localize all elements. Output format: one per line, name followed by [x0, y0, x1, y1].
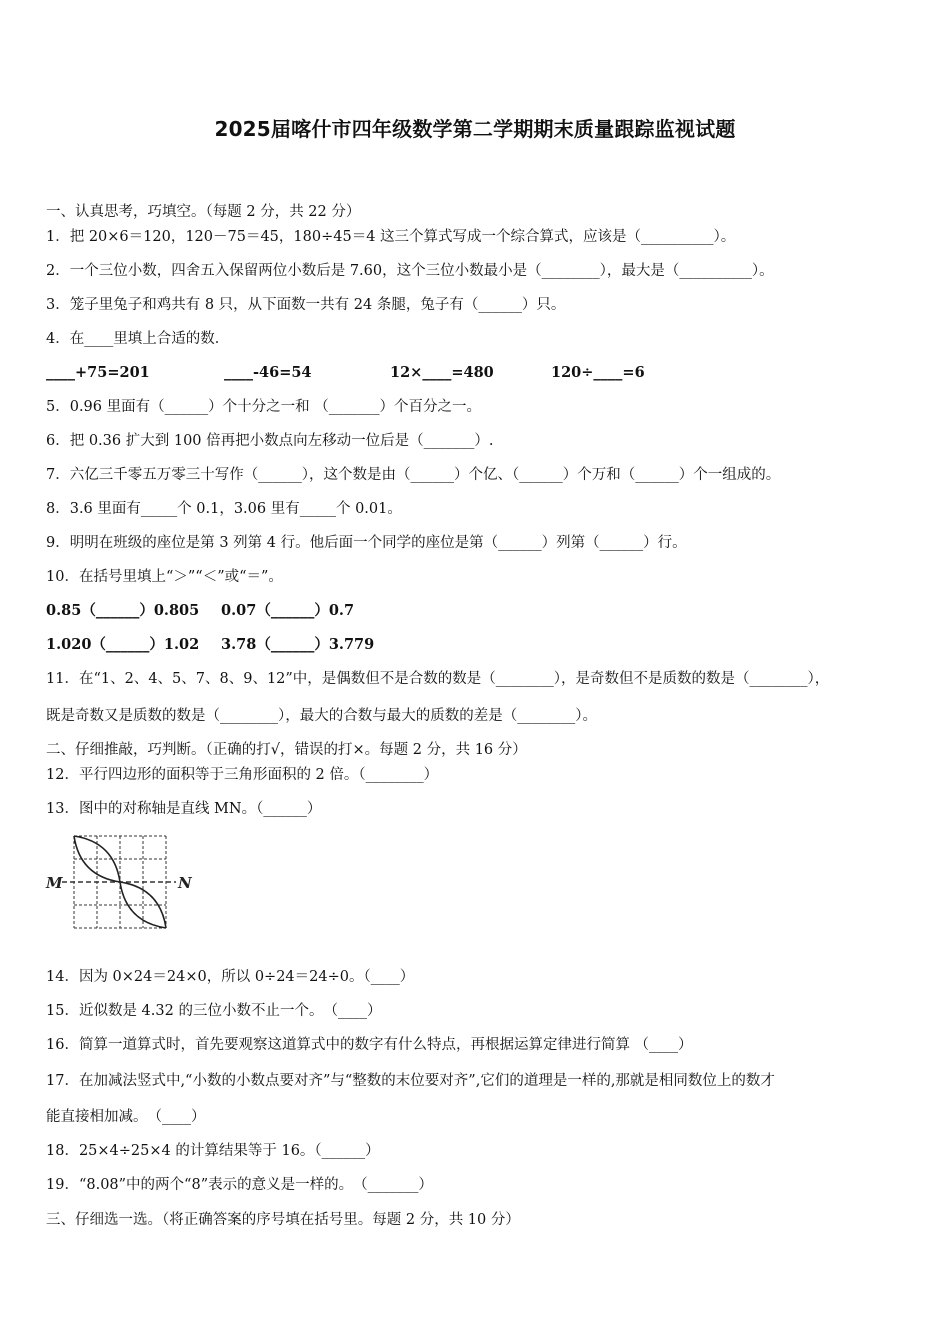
q4-item-2: ____-46=54	[224, 364, 312, 381]
label-n: N	[178, 874, 192, 892]
question-15: 15．近似数是 4.32 的三位小数不止一个。 （____）	[46, 1003, 382, 1019]
question-16: 16．简算一道算式时，首先要观察这道算式中的数字有什么特点，再根据运算定律进行简算 （____）	[46, 1037, 693, 1053]
q4-item-4: 120÷____=6	[551, 364, 645, 381]
question-5: 5．0.96 里面有（______）个十分之一和 （_______）个百分之一。	[46, 399, 481, 415]
q4-item-1: ____+75=201	[46, 364, 150, 381]
q4-item-3: 12×____=480	[390, 364, 494, 381]
question-17-line-2: 能直接相加减。 （____）	[46, 1109, 206, 1125]
question-19: 19．“8.08”中的两个“8”表示的意义是一样的。 （_______）	[46, 1177, 433, 1193]
page-title: 2025届喀什市四年级数学第二学期期末质量跟踪监视试题	[214, 117, 736, 141]
q10-item-2: 0.07（______）0.7	[221, 602, 355, 619]
q10-item-1: 0.85（______）0.805	[46, 602, 200, 619]
question-10: 10．在括号里填上“＞”“＜”或“＝”。	[46, 569, 283, 585]
question-18: 18．25×4÷25×4 的计算结果等于 16。（______）	[46, 1143, 380, 1159]
question-12: 12．平行四边形的面积等于三角形面积的 2 倍。（________）	[46, 767, 439, 783]
symmetry-figure	[44, 832, 194, 932]
question-9: 9．明明在班级的座位是第 3 列第 4 行。他后面一个同学的座位是第（______）列第（______）行。	[46, 535, 687, 551]
question-7: 7．六亿三千零五万零三十写作（______），这个数是由（______）个亿、（______）个万和（______）个一组成的。	[46, 467, 781, 483]
section-1-heading: 一、认真思考，巧填空。（每题 2 分，共 22 分）	[46, 204, 361, 220]
q10-item-3: 1.020（______）1.02	[46, 636, 200, 653]
question-8: 8．3.6 里面有_____个 0.1，3.06 里有_____个 0.01。	[46, 501, 402, 517]
question-3: 3．笼子里兔子和鸡共有 8 只，从下面数一共有 24 条腿，兔子有（______）只。	[46, 297, 566, 313]
question-11-line-2: 既是奇数又是质数的数是（________），最大的合数与最大的质数的差是（________）。	[46, 708, 597, 724]
question-1: 1．把 20×6＝120，120－75＝45，180÷45＝4 这三个算式写成一个综合算式，应该是（__________）。	[46, 229, 736, 245]
question-11-line-1: 11．在“1、2、4、5、7、8、9、12”中，是偶数但不是合数的数是（________），是奇数但不是质数的数是（________），	[46, 671, 830, 687]
label-m: M	[46, 874, 63, 892]
question-4: 4．在____里填上合适的数．	[46, 331, 230, 347]
question-13: 13．图中的对称轴是直线 MN。（______）	[46, 801, 322, 817]
question-2: 2．一个三位小数，四舍五入保留两位小数后是 7.60，这个三位小数最小是（________），最大是（__________）。	[46, 263, 774, 279]
section-2-heading: 二、仔细推敲，巧判断。（正确的打√，错误的打×。每题 2 分，共 16 分）	[46, 742, 527, 758]
section-3-heading: 三、仔细选一选。（将正确答案的序号填在括号里。每题 2 分，共 10 分）	[46, 1212, 520, 1228]
q10-item-4: 3.78（______）3.779	[221, 636, 375, 653]
question-6: 6．把 0.36 扩大到 100 倍再把小数点向左移动一位后是（_______）.	[46, 433, 494, 449]
question-14: 14．因为 0×24＝24×0，所以 0÷24＝24÷0。（____）	[46, 969, 415, 985]
question-17-line-1: 17．在加减法竖式中,“小数的小数点要对齐”与“整数的末位要对齐”,它们的道理是一样的,那就是相同数位上的数才	[46, 1073, 775, 1089]
